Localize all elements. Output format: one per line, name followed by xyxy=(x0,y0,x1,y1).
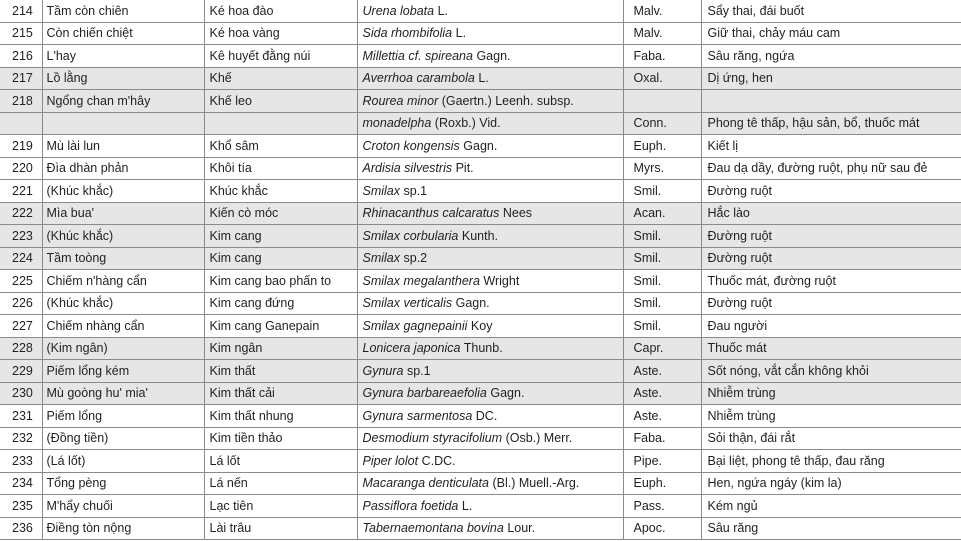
table-row xyxy=(0,247,961,270)
scientific-name xyxy=(357,202,623,225)
species-author: Gagn. xyxy=(463,138,498,153)
scientific-name xyxy=(357,67,623,90)
medicinal-use: Đau dạ dầy, đường ruột, phụ nữ sau đẻ xyxy=(701,157,961,180)
local-name: Điềng tòn nộng xyxy=(42,517,204,540)
medicinal-use: Dị ứng, hen xyxy=(701,67,961,90)
medicinal-use: Đường ruột xyxy=(701,180,961,203)
local-name: (Khúc khắc) xyxy=(42,180,204,203)
species-binomial: Tabernaemontana bovina xyxy=(362,521,504,536)
table-row xyxy=(0,405,961,428)
row-number xyxy=(0,112,42,135)
family-abbrev: Aste. xyxy=(623,382,701,405)
local-name: Tầm còn chiên xyxy=(42,0,204,22)
species-binomial: Gynura sarmentosa xyxy=(362,408,473,423)
vietnamese-name: Lạc tiên xyxy=(204,495,357,518)
row-number: 224 xyxy=(0,247,42,270)
local-name: Piếm lổng xyxy=(42,405,204,428)
row-number: 222 xyxy=(0,202,42,225)
species-author: Pit. xyxy=(455,161,474,176)
row-number: 231 xyxy=(0,405,42,428)
species-binomial: Desmodium styracifolium xyxy=(362,431,503,446)
species-author: (Roxb.) Vid. xyxy=(434,116,501,131)
vietnamese-name: Khế leo xyxy=(204,90,357,113)
scientific-name xyxy=(357,292,623,315)
species-author: Koy xyxy=(470,318,493,333)
row-number: 225 xyxy=(0,270,42,293)
vietnamese-name: Kê huyết đằng núi xyxy=(204,45,357,68)
scientific-name xyxy=(357,157,623,180)
table-row xyxy=(0,292,961,315)
family-abbrev: Smil. xyxy=(623,315,701,338)
table-row xyxy=(0,67,961,90)
family-abbrev: Pass. xyxy=(623,495,701,518)
species-binomial: Piper lolot xyxy=(362,453,419,468)
scientific-name xyxy=(357,315,623,338)
vietnamese-name xyxy=(204,112,357,135)
species-binomial: Macaranga denticulata xyxy=(362,476,489,491)
species-binomial: Smilax corbularia xyxy=(362,228,459,243)
local-name: M'hẩy chuối xyxy=(42,495,204,518)
medicinal-use: Thuốc mát, đường ruột xyxy=(701,270,961,293)
family-abbrev: Capr. xyxy=(623,337,701,360)
species-binomial: Ardisia silvestris xyxy=(362,161,453,176)
family-abbrev: Pipe. xyxy=(623,450,701,473)
family-abbrev: Malv. xyxy=(623,22,701,45)
medicinal-use: Đường ruột xyxy=(701,225,961,248)
medicinal-use: Hắc lào xyxy=(701,202,961,225)
row-number: 232 xyxy=(0,427,42,450)
species-binomial: Urena lobata xyxy=(362,3,435,18)
medicinal-use: Đường ruột xyxy=(701,292,961,315)
row-number: 234 xyxy=(0,472,42,495)
medicinal-use: Sẩy thai, đái buốt xyxy=(701,0,961,22)
species-author: L. xyxy=(455,26,467,41)
row-number: 233 xyxy=(0,450,42,473)
local-name: Mù goòng hu' mia' xyxy=(42,382,204,405)
table-row xyxy=(0,202,961,225)
medicinal-use: Kém ngủ xyxy=(701,495,961,518)
species-binomial: Passiflora foetida xyxy=(362,498,459,513)
local-name: (Lá lốt) xyxy=(42,450,204,473)
vietnamese-name: Lá nến xyxy=(204,472,357,495)
species-author: (Osb.) Merr. xyxy=(505,431,573,446)
row-number: 227 xyxy=(0,315,42,338)
family-abbrev: Smil. xyxy=(623,247,701,270)
vietnamese-name: Kim thất xyxy=(204,360,357,383)
vietnamese-name: Khúc khắc xyxy=(204,180,357,203)
species-author: Gagn. xyxy=(455,296,490,311)
species-author: sp.1 xyxy=(403,183,428,198)
family-abbrev: Aste. xyxy=(623,405,701,428)
vietnamese-name: Lài trâu xyxy=(204,517,357,540)
species-binomial: monadelpha xyxy=(362,116,432,131)
local-name: (Khúc khắc) xyxy=(42,225,204,248)
scientific-name xyxy=(357,112,623,135)
table-row xyxy=(0,45,961,68)
family-abbrev: Smil. xyxy=(623,180,701,203)
table-row xyxy=(0,90,961,113)
scientific-name xyxy=(357,517,623,540)
species-author: L. xyxy=(461,498,473,513)
local-name: (Kim ngân) xyxy=(42,337,204,360)
species-binomial: Rhinacanthus calcaratus xyxy=(362,206,500,221)
species-author: C.DC. xyxy=(421,453,456,468)
scientific-name xyxy=(357,225,623,248)
medicinal-use: Đau người xyxy=(701,315,961,338)
family-abbrev: Aste. xyxy=(623,360,701,383)
medicinal-use: Bại liệt, phong tê thấp, đau răng xyxy=(701,450,961,473)
family-abbrev: Smil. xyxy=(623,292,701,315)
table-row xyxy=(0,157,961,180)
local-name: Piếm lổng kém xyxy=(42,360,204,383)
row-number: 220 xyxy=(0,157,42,180)
vietnamese-name: Kim cang đứng xyxy=(204,292,357,315)
local-name: Tổng pèng xyxy=(42,472,204,495)
scientific-name xyxy=(357,382,623,405)
species-binomial: Averrhoa carambola xyxy=(362,71,475,86)
vietnamese-name: Kim thất nhung xyxy=(204,405,357,428)
scientific-name xyxy=(357,270,623,293)
species-author: Gagn. xyxy=(476,48,511,63)
family-abbrev xyxy=(623,90,701,113)
species-binomial: Smilax verticalis xyxy=(362,296,453,311)
species-binomial: Lonicera japonica xyxy=(362,341,461,356)
vietnamese-name: Kiến cò móc xyxy=(204,202,357,225)
local-name: L'hay xyxy=(42,45,204,68)
family-abbrev: Myrs. xyxy=(623,157,701,180)
local-name: Còn chiến chiệt xyxy=(42,22,204,45)
family-abbrev: Acan. xyxy=(623,202,701,225)
scientific-name xyxy=(357,180,623,203)
family-abbrev: Faba. xyxy=(623,45,701,68)
species-binomial: Smilax xyxy=(362,251,401,266)
vietnamese-name: Khôi tía xyxy=(204,157,357,180)
row-number: 223 xyxy=(0,225,42,248)
medicinal-use: Sốt nóng, vắt cắn không khỏi xyxy=(701,360,961,383)
species-binomial: Gynura xyxy=(362,363,404,378)
table-row xyxy=(0,225,961,248)
medicinal-use: Phong tê thấp, hậu sản, bổ, thuốc mát xyxy=(701,112,961,135)
family-abbrev: Faba. xyxy=(623,427,701,450)
medicinal-use: Kiết lị xyxy=(701,135,961,158)
species-binomial: Millettia cf. spireana xyxy=(362,48,473,63)
row-number: 235 xyxy=(0,495,42,518)
row-number: 226 xyxy=(0,292,42,315)
species-author: DC. xyxy=(475,408,498,423)
local-name: Ngổng chan m'hây xyxy=(42,90,204,113)
species-binomial: Sida rhombifolia xyxy=(362,26,453,41)
local-name: Mìa bua' xyxy=(42,202,204,225)
family-abbrev: Oxal. xyxy=(623,67,701,90)
table-row xyxy=(0,270,961,293)
family-abbrev: Smil. xyxy=(623,225,701,248)
medicinal-use: Thuốc mát xyxy=(701,337,961,360)
table-row xyxy=(0,450,961,473)
family-abbrev: Apoc. xyxy=(623,517,701,540)
scientific-name xyxy=(357,22,623,45)
table-row xyxy=(0,382,961,405)
table-row xyxy=(0,495,961,518)
local-name: Chiếm nhàng cẩn xyxy=(42,315,204,338)
species-author: Wright xyxy=(483,273,520,288)
species-author: L. xyxy=(478,71,489,86)
vietnamese-name: Ké hoa vàng xyxy=(204,22,357,45)
species-author: Nees xyxy=(502,206,533,221)
vietnamese-name: Kim cang xyxy=(204,247,357,270)
row-number: 214 xyxy=(0,0,42,22)
local-name: Lồ lằng xyxy=(42,67,204,90)
family-abbrev: Smil. xyxy=(623,270,701,293)
row-number: 217 xyxy=(0,67,42,90)
local-name: (Đồng tiền) xyxy=(42,427,204,450)
row-number: 221 xyxy=(0,180,42,203)
row-number: 215 xyxy=(0,22,42,45)
medicinal-use: Sỏi thận, đái rắt xyxy=(701,427,961,450)
table-row xyxy=(0,180,961,203)
table-row xyxy=(0,135,961,158)
table-row xyxy=(0,0,961,22)
species-author: (Bl.) Muell.-Arg. xyxy=(492,476,580,491)
species-binomial: Smilax megalanthera xyxy=(362,273,480,288)
scientific-name xyxy=(357,360,623,383)
family-abbrev: Euph. xyxy=(623,472,701,495)
species-author: sp.1 xyxy=(406,363,431,378)
medicinal-use: Nhiễm trùng xyxy=(701,382,961,405)
medicinal-use: Đường ruột xyxy=(701,247,961,270)
scientific-name xyxy=(357,472,623,495)
local-name: Chiếm n'hàng cẩn xyxy=(42,270,204,293)
medicinal-use: Sâu răng xyxy=(701,517,961,540)
species-binomial: Croton kongensis xyxy=(362,138,460,153)
row-number: 228 xyxy=(0,337,42,360)
table-row xyxy=(0,472,961,495)
species-author: Lour. xyxy=(507,521,536,536)
vietnamese-name: Kim cang xyxy=(204,225,357,248)
species-author: Kunth. xyxy=(461,228,498,243)
species-binomial: Rourea minor xyxy=(362,93,439,108)
table-row xyxy=(0,427,961,450)
vietnamese-name: Kim tiền thảo xyxy=(204,427,357,450)
species-binomial: Smilax gagnepainii xyxy=(362,318,468,333)
scientific-name xyxy=(357,405,623,428)
medicinal-use: Sâu răng, ngứa xyxy=(701,45,961,68)
row-number: 219 xyxy=(0,135,42,158)
scientific-name xyxy=(357,45,623,68)
local-name: (Khúc khắc) xyxy=(42,292,204,315)
local-name xyxy=(42,112,204,135)
species-binomial: Gynura barbareaefolia xyxy=(362,386,487,401)
local-name: Tầm toòng xyxy=(42,247,204,270)
scientific-name xyxy=(357,247,623,270)
family-abbrev: Malv. xyxy=(623,0,701,22)
scientific-name xyxy=(357,450,623,473)
medicinal-use xyxy=(701,90,961,113)
medicinal-use: Giữ thai, chảy máu cam xyxy=(701,22,961,45)
row-number: 230 xyxy=(0,382,42,405)
species-author: L. xyxy=(437,3,448,18)
species-author: Gagn. xyxy=(490,386,525,401)
species-binomial: Smilax xyxy=(362,183,401,198)
vietnamese-name: Kim cang bao phấn to xyxy=(204,270,357,293)
table-row xyxy=(0,112,961,135)
vietnamese-name: Kim cang Ganepain xyxy=(204,315,357,338)
vietnamese-name: Lá lốt xyxy=(204,450,357,473)
vietnamese-name: Kim ngân xyxy=(204,337,357,360)
medicinal-use: Hen, ngứa ngáy (kim la) xyxy=(701,472,961,495)
table-row xyxy=(0,337,961,360)
row-number: 218 xyxy=(0,90,42,113)
species-author: (Gaertn.) Leenh. subsp. xyxy=(441,93,574,108)
scientific-name xyxy=(357,0,623,22)
species-author: sp.2 xyxy=(403,251,428,266)
scientific-name xyxy=(357,337,623,360)
family-abbrev: Euph. xyxy=(623,135,701,158)
row-number: 229 xyxy=(0,360,42,383)
row-number: 236 xyxy=(0,517,42,540)
scientific-name xyxy=(357,427,623,450)
scientific-name xyxy=(357,495,623,518)
family-abbrev: Conn. xyxy=(623,112,701,135)
species-author: Thunb. xyxy=(463,341,503,356)
table-row xyxy=(0,315,961,338)
table-row xyxy=(0,360,961,383)
table-row xyxy=(0,22,961,45)
vietnamese-name: Ké hoa đào xyxy=(204,0,357,22)
scientific-name xyxy=(357,135,623,158)
scientific-name xyxy=(357,90,623,113)
medicinal-use: Nhiễm trùng xyxy=(701,405,961,428)
vietnamese-name: Kim thất cải xyxy=(204,382,357,405)
table-row xyxy=(0,517,961,540)
vietnamese-name: Khổ sâm xyxy=(204,135,357,158)
local-name: Đìa dhàn phản xyxy=(42,157,204,180)
vietnamese-name: Khế xyxy=(204,67,357,90)
local-name: Mù lài lun xyxy=(42,135,204,158)
row-number: 216 xyxy=(0,45,42,68)
